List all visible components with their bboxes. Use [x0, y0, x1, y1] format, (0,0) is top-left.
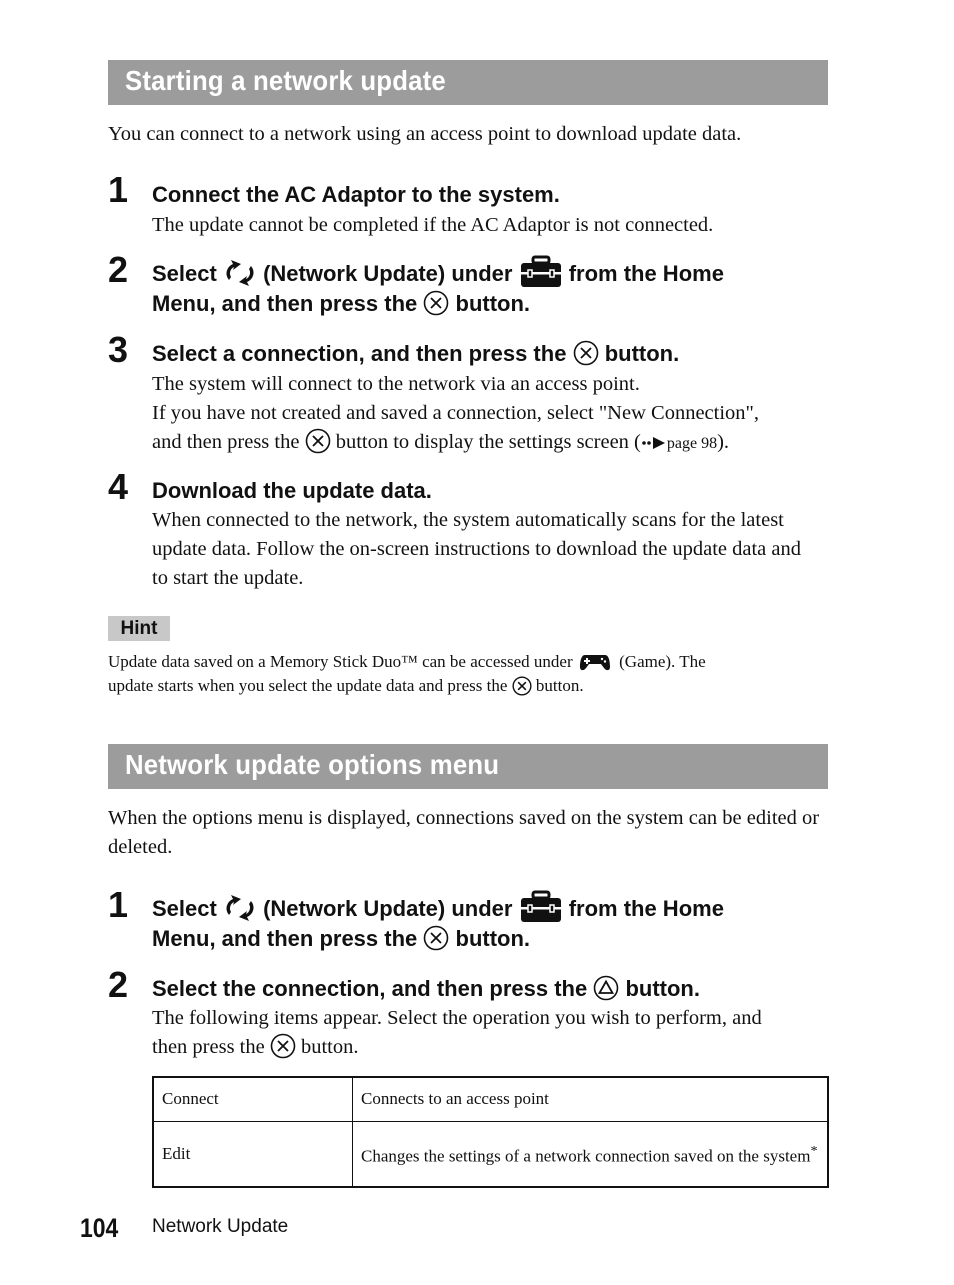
section-title: Starting a network update: [125, 65, 446, 96]
step-number: 4: [108, 466, 129, 507]
body-text: and then press the: [152, 431, 300, 453]
step-heading: [152, 259, 724, 319]
triangle-button-icon: [593, 975, 619, 1001]
cross-button-icon: [512, 676, 532, 696]
table-cell-desc: Connects to an access point: [353, 1077, 829, 1121]
hint-text-part: Update data saved on a Memory Stick Duo™ can be accessed under: [108, 652, 573, 671]
step-number: 2: [108, 964, 129, 1005]
step-heading-text: from the Home: [568, 261, 724, 286]
table-cell-desc: [353, 1121, 829, 1187]
step-heading-text: from the Home: [568, 896, 724, 921]
table-row: [153, 1077, 828, 1121]
section-title-bar: [108, 744, 828, 789]
table-cell-item: Edit: [153, 1121, 353, 1187]
step-heading-text: Select: [152, 896, 217, 921]
step-heading-text: (Network Update) under: [263, 896, 513, 921]
body-line: The following items appear. Select the operation you wish to perform, and: [152, 1007, 762, 1029]
body-line: If you have not created and saved a connection, select "New Connection",: [152, 402, 760, 424]
settings-toolbox-icon: [519, 255, 563, 289]
step-heading: [152, 894, 724, 954]
page-reference-link[interactable]: page 98: [666, 435, 718, 452]
network-update-icon: [223, 258, 257, 288]
step-body: [152, 1004, 832, 1062]
body-line: The system will connect to the network via an access point.: [152, 373, 640, 395]
hint-text-part: button.: [535, 676, 584, 695]
settings-toolbox-icon: [519, 890, 563, 924]
desc-text: Changes the settings of a network connection saved on the system: [361, 1146, 811, 1166]
step-number: 3: [108, 329, 129, 370]
step-heading: Connect the AC Adaptor to the system.: [152, 182, 560, 207]
step-heading-text: Select the connection, and then press the: [152, 976, 588, 1001]
step-heading-text: button.: [455, 291, 531, 317]
body-text: button.: [300, 1036, 359, 1058]
body-text: then press the: [152, 1036, 265, 1058]
gamepad-icon: [579, 652, 611, 672]
cross-button-icon: [573, 340, 599, 366]
cross-button-icon: [270, 1033, 296, 1059]
step-heading-text: button.: [455, 926, 531, 952]
body-text: ).: [717, 431, 730, 453]
hint-text-part: update starts when you select the update data and press the: [108, 676, 508, 695]
step-heading: Download the update data.: [152, 478, 432, 503]
step-body: [152, 370, 832, 458]
page-number: 104: [80, 1213, 119, 1243]
step-heading-text: Menu, and then press the: [152, 926, 418, 952]
cross-button-icon: [423, 925, 449, 951]
step-heading-text: (Network Update) under: [263, 261, 513, 286]
cross-button-icon: [305, 428, 331, 454]
intro-text: When the options menu is displayed, connections saved on the system can be edited or deleted.: [108, 807, 820, 858]
hint-text: [108, 650, 828, 698]
cross-button-icon: [423, 290, 449, 316]
step-number: 2: [108, 249, 129, 290]
section-title-bar: [108, 60, 828, 105]
footer-section-name: Network Update: [152, 1216, 289, 1237]
hint-text-part: (Game). The: [619, 652, 706, 671]
body-line: [152, 1033, 832, 1062]
step-body: When connected to the network, the system automatically scans for the latest update data. Follow the on-screen instructions to download the update data and to start the update.: [152, 509, 801, 589]
step-number: 1: [108, 169, 129, 210]
step-heading-text: Select a connection, and then press the: [152, 341, 567, 366]
step-heading-text: button.: [604, 341, 680, 366]
step-heading-text: Select: [152, 261, 217, 286]
footnote-mark: *: [810, 1142, 818, 1159]
step-heading: [152, 339, 679, 369]
section-title: Network update options menu: [125, 749, 500, 780]
step-body: The update cannot be completed if the AC Adaptor is not connected.: [152, 214, 714, 236]
body-line: [152, 428, 832, 458]
options-table: [152, 1076, 829, 1188]
step-heading: [152, 974, 700, 1004]
step-heading-text: Menu, and then press the: [152, 291, 418, 317]
hint-label: Hint: [108, 616, 170, 641]
table-cell-item: Connect: [153, 1077, 353, 1121]
body-text: button to display the settings screen (: [335, 431, 641, 453]
page-ref-arrow-icon: [641, 435, 667, 451]
table-row: [153, 1121, 828, 1187]
step-heading-text: button.: [625, 976, 700, 1001]
intro-text: You can connect to a network using an access point to download update data.: [108, 123, 742, 145]
step-number: 1: [108, 884, 129, 925]
network-update-icon: [223, 893, 257, 923]
